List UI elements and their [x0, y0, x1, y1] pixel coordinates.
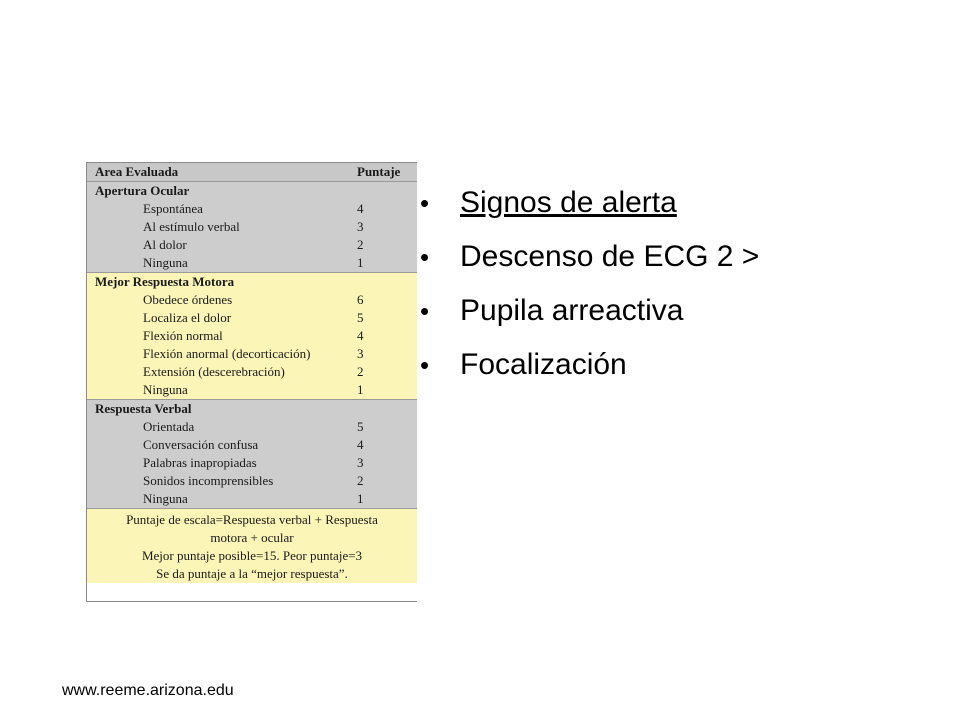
- item-label: Extensión (descerebración): [143, 364, 285, 379]
- list-item: [418, 230, 759, 284]
- table-row: [87, 490, 417, 508]
- item-score: 3: [357, 219, 364, 234]
- section-title: [87, 182, 417, 200]
- bullet-list: [418, 176, 759, 392]
- list-item: [418, 284, 759, 338]
- footer-line: Puntaje de escala=Respuesta verbal + Respuesta: [126, 512, 378, 527]
- signos-de-alerta-link[interactable]: Signos de alerta: [460, 186, 677, 219]
- source-url: www.reeme.arizona.edu: [62, 682, 234, 699]
- item-label: Palabras inapropiadas: [143, 455, 257, 470]
- item-score: 1: [357, 491, 364, 506]
- list-item: [418, 338, 759, 392]
- section-verbal-response: [87, 399, 417, 508]
- header-score-label: Puntaje: [357, 164, 401, 179]
- bullet-icon: •: [420, 242, 430, 272]
- item-score: 4: [357, 437, 364, 452]
- section-title: [87, 273, 417, 291]
- table-row: [87, 309, 417, 327]
- item-score: 2: [357, 237, 364, 252]
- table-row: [87, 381, 417, 399]
- item-score: 3: [357, 346, 364, 361]
- bullet-icon: •: [420, 296, 430, 326]
- item-label: Ninguna: [143, 382, 188, 397]
- table-row: [87, 363, 417, 381]
- item-label: Flexión normal: [143, 328, 223, 343]
- table-row: [87, 218, 417, 236]
- item-label: Ninguna: [143, 491, 188, 506]
- section-title-text: Respuesta Verbal: [95, 401, 192, 416]
- table-header-row: [87, 163, 417, 182]
- glasgow-scale-table-image: [86, 162, 417, 602]
- item-score: 4: [357, 201, 364, 216]
- bullet-icon: •: [420, 350, 430, 380]
- item-score: 4: [357, 328, 364, 343]
- item-score: 5: [357, 310, 364, 325]
- item-score: 1: [357, 382, 364, 397]
- table-row: [87, 418, 417, 436]
- bullet-icon: •: [420, 188, 430, 218]
- header-area-label: Area Evaluada: [95, 164, 179, 179]
- item-score: 3: [357, 455, 364, 470]
- table-row: [87, 200, 417, 218]
- table-row: [87, 236, 417, 254]
- table-row: [87, 345, 417, 363]
- item-label: Flexión anormal (decorticación): [143, 346, 311, 361]
- list-item: [418, 176, 759, 230]
- item-label: Localiza el dolor: [143, 310, 232, 325]
- footer-line: Se da puntaje a la “mejor respuesta”.: [156, 566, 348, 581]
- item-score: 2: [357, 364, 364, 379]
- section-title-text: Mejor Respuesta Motora: [95, 274, 235, 289]
- item-label: Obedece órdenes: [143, 292, 233, 307]
- table-row: [87, 454, 417, 472]
- table-row: [87, 327, 417, 345]
- table-footer-note: [87, 508, 417, 583]
- glasgow-scale-table: [87, 163, 417, 583]
- table-row: [87, 254, 417, 272]
- footer-line: motora + ocular: [210, 530, 294, 545]
- item-label: Sonidos incomprensibles: [143, 473, 274, 488]
- item-label: Ninguna: [143, 255, 188, 270]
- table-row: [87, 472, 417, 490]
- item-score: 6: [357, 292, 364, 307]
- section-eye-opening: [87, 182, 417, 272]
- section-motor-response: [87, 272, 417, 399]
- footer-line: Mejor puntaje posible=15. Peor puntaje=3: [141, 548, 363, 563]
- bullet-text: Pupila arreactiva: [460, 294, 684, 327]
- section-title-text: Apertura Ocular: [95, 183, 190, 198]
- bullet-text: Descenso de ECG 2 >: [460, 240, 760, 273]
- item-label: Conversación confusa: [143, 437, 259, 452]
- item-score: 2: [357, 473, 364, 488]
- item-label: Orientada: [143, 419, 195, 434]
- item-label: Espontánea: [143, 201, 203, 216]
- table-row: [87, 436, 417, 454]
- item-score: 1: [357, 255, 364, 270]
- item-label: Al estímulo verbal: [143, 219, 240, 234]
- item-score: 5: [357, 419, 364, 434]
- section-title: [87, 400, 417, 418]
- item-label: Al dolor: [143, 237, 187, 252]
- bullet-text: Focalización: [460, 348, 627, 381]
- table-row: [87, 291, 417, 309]
